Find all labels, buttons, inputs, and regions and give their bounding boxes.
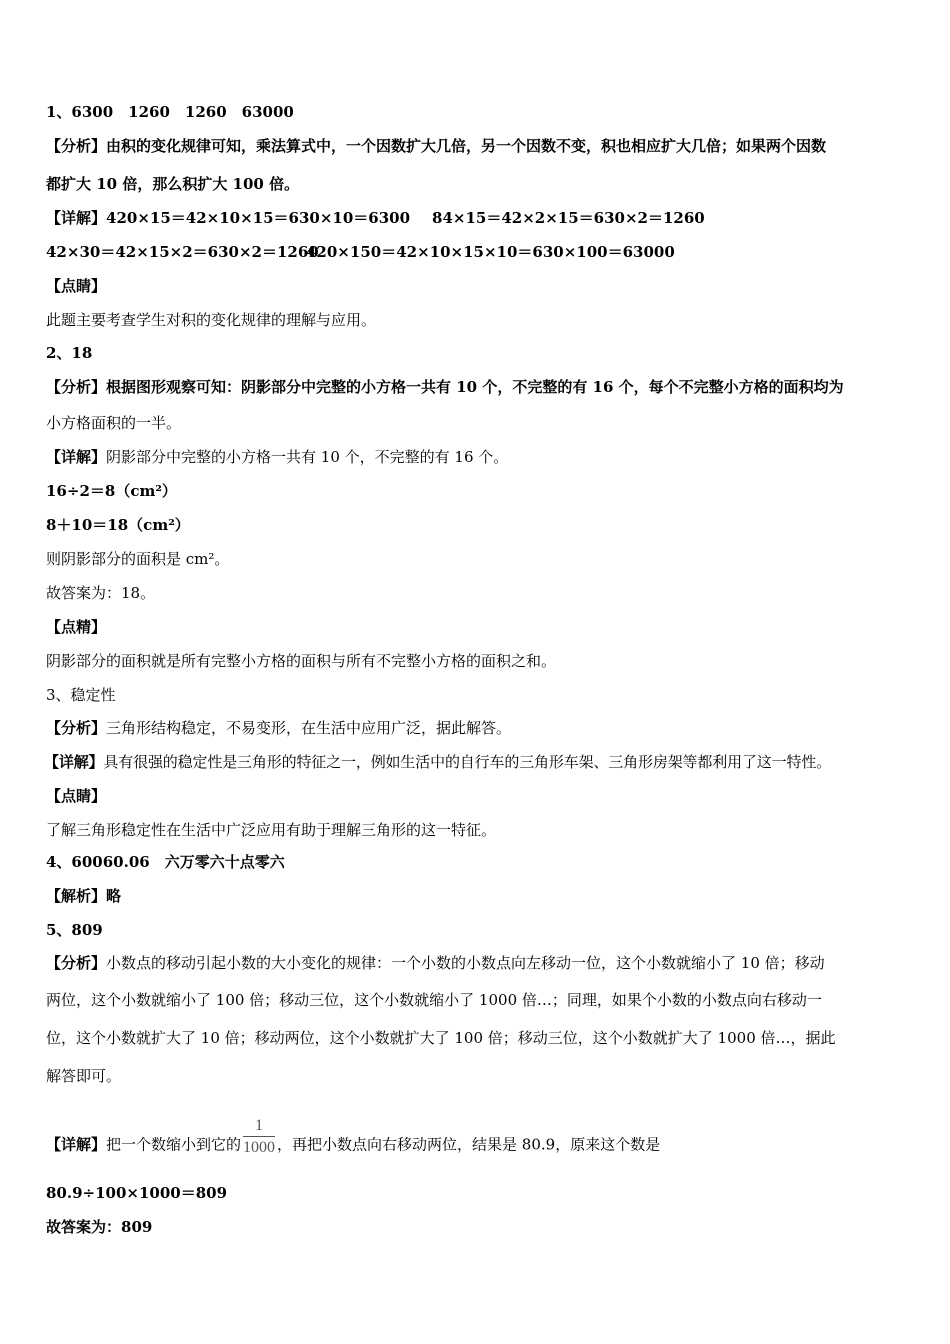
item-1-title: 1、6300 1260 1260 63000 <box>46 103 294 121</box>
item-1-analysis-cont: 都扩大 10 倍，那么积扩大 100 倍。 <box>46 175 300 193</box>
item-5-analysis-cont: 位，这个小数就扩大了 10 倍；移动两位，这个小数就扩大了 100 倍；移动三位，这个小数就扩大了 1000 倍…，据此 <box>46 1029 836 1047</box>
detail-equation: 420×150＝42×10×15×10＝630×100＝63000 <box>306 243 675 261</box>
item-3-note-label: 【点睛】 <box>46 787 107 805</box>
item-2-analysis <box>46 377 844 397</box>
fraction-denominator: 1000 <box>243 1139 276 1156</box>
item-2-note-text: 阴影部分的面积就是所有完整小方格的面积与所有不完整小方格的面积之和。 <box>46 652 557 670</box>
analysis-text: 根据图形观察可知：阴影部分中完整的小方格一共有 10 个，不完整的有 16 个，每个不完整小方格的面积均为 <box>106 378 844 396</box>
item-1-note-label: 【点睛】 <box>46 277 107 295</box>
item-5-answer: 故答案为：809 <box>46 1218 153 1236</box>
analysis-text: 三角形结构稳定，不易变形，在生活中应用广泛，据此解答。 <box>106 719 512 737</box>
item-5-calc-1: 80.9÷100×1000＝809 <box>46 1184 228 1202</box>
item-5-analysis-cont: 解答即可。 <box>46 1067 122 1085</box>
item-1-note-text: 此题主要考查学生对积的变化规律的理解与应用。 <box>46 311 377 329</box>
detail-equation: 42×30＝42×15×2＝630×2＝1260 <box>46 243 319 261</box>
detail-label: 【详解】 <box>46 448 107 466</box>
analysis-label: 【分析】 <box>46 378 107 396</box>
item-2-calc-2: 8＋10＝18（cm²） <box>46 516 190 534</box>
item-5-analysis <box>46 953 825 973</box>
analysis-text: 由积的变化规律可知，乘法算式中，一个因数扩大几倍，另一个因数不变，积也相应扩大几倍；如果两个因数 <box>106 137 827 155</box>
detail-label: 【详解】 <box>46 209 107 227</box>
item-2-note-label: 【点精】 <box>46 618 107 636</box>
fraction <box>243 1116 275 1159</box>
item-2-calc-1: 16÷2＝8（cm²） <box>46 482 177 500</box>
item-2-answer: 故答案为：18。 <box>46 584 156 602</box>
item-3-detail <box>44 752 831 772</box>
item-2-detail <box>46 447 508 467</box>
detail-text: 阴影部分中完整的小方格一共有 10 个，不完整的有 16 个。 <box>106 448 509 466</box>
item-5-analysis-cont: 两位，这个小数就缩小了 100 倍；移动三位，这个小数就缩小了 1000 倍…；同理，如果个小数的小数点向右移动一 <box>46 991 822 1009</box>
fraction-numerator: 1 <box>255 1117 264 1134</box>
item-1-detail <box>46 208 705 228</box>
detail-label: 【详解】 <box>44 753 104 771</box>
item-1-detail-cont <box>46 242 675 262</box>
analysis-label: 【分析】 <box>46 137 107 155</box>
detail-text: 具有很强的稳定性是三角形的特征之一，例如生活中的自行车的三角形车架、三角形房架等都利用了这一特性。 <box>103 753 832 771</box>
item-3-title: 3、稳定性 <box>46 686 116 704</box>
item-5-detail <box>46 1117 661 1167</box>
detail-text: ，再把小数点向右移动两位，结果是 80.9，原来这个数是 <box>277 1135 661 1154</box>
detail-text: 把一个数缩小到它的 <box>106 1135 242 1154</box>
detail-label: 【详解】 <box>46 1135 107 1154</box>
item-5-title: 5、809 <box>46 921 103 939</box>
analysis-text: 略 <box>106 887 122 905</box>
item-3-analysis <box>46 718 511 738</box>
item-2-calc-3: 则阴影部分的面积是 cm²。 <box>46 550 230 568</box>
detail-equation: 84×15＝42×2×15＝630×2＝1260 <box>432 209 705 227</box>
item-2-analysis-cont: 小方格面积的一半。 <box>46 414 182 432</box>
item-4-title: 4、60060.06 六万零六十点零六 <box>46 853 285 871</box>
analysis-text: 小数点的移动引起小数的大小变化的规律：一个小数的小数点向左移动一位，这个小数就缩小了 10 倍；移动 <box>106 954 825 972</box>
item-3-note-text: 了解三角形稳定性在生活中广泛应用有助于理解三角形的这一特征。 <box>46 821 497 839</box>
item-1-analysis <box>46 136 826 156</box>
analysis-label: 【分析】 <box>46 719 107 737</box>
analysis-label: 【分析】 <box>46 954 107 972</box>
analysis-label: 【解析】 <box>46 887 107 905</box>
detail-equation: 420×15＝42×10×15＝630×10＝6300 <box>106 209 411 227</box>
item-2-title: 2、18 <box>46 344 93 362</box>
item-4-analysis <box>46 886 121 906</box>
